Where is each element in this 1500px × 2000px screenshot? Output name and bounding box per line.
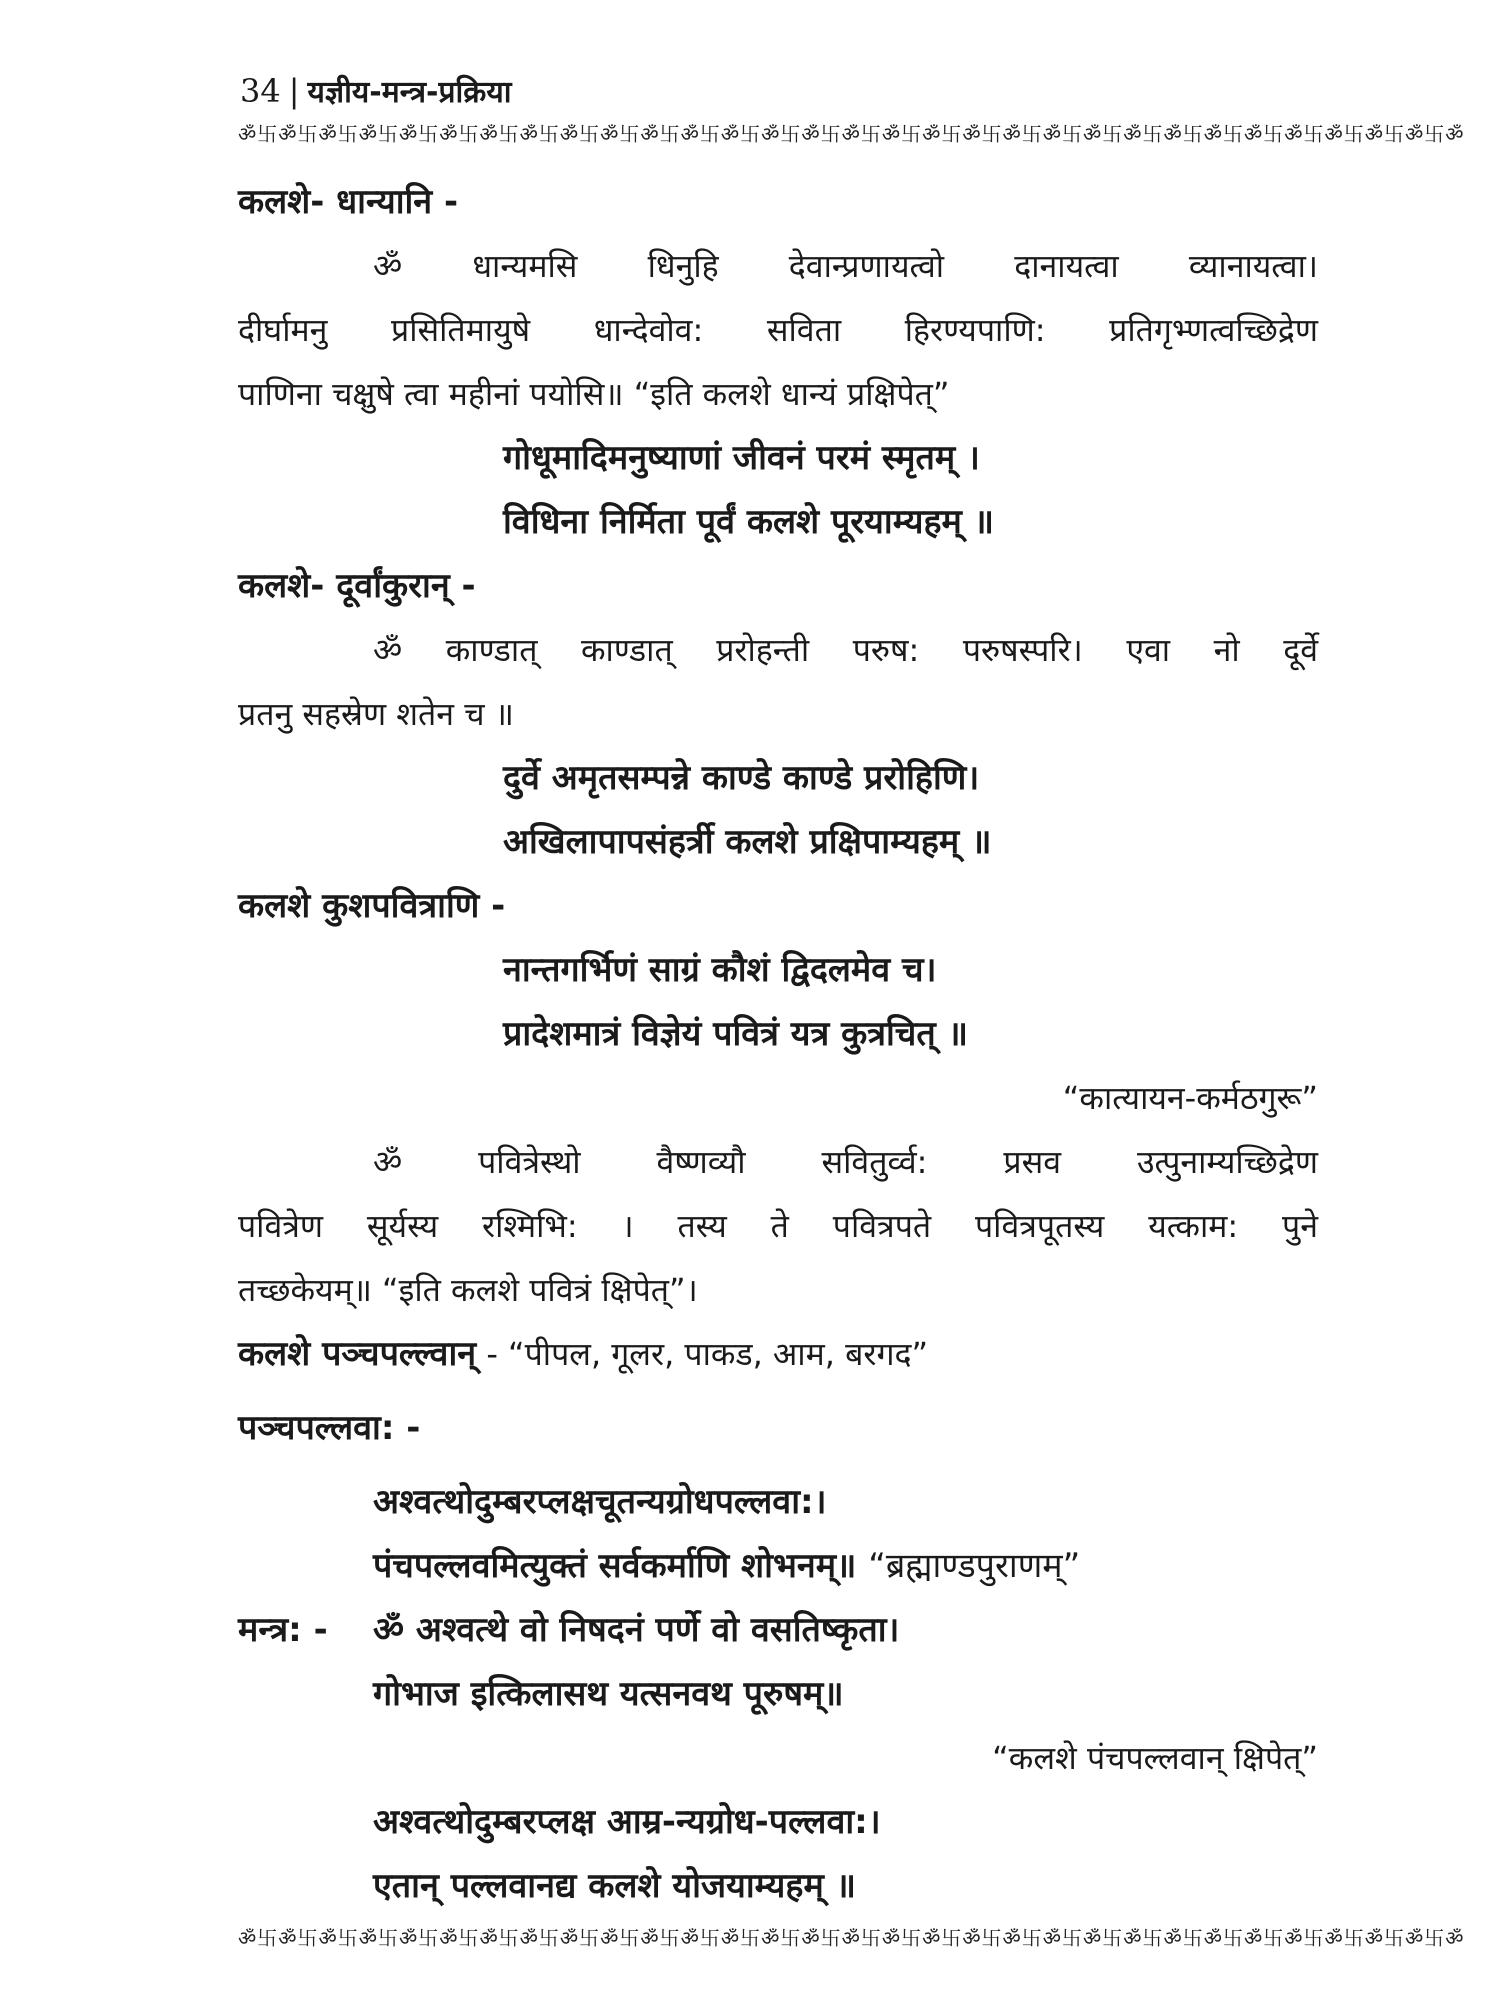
spacer xyxy=(238,1386,1318,1396)
section-heading-panchapallavan xyxy=(238,1322,1318,1386)
shloka-line: प्रादेशमात्रं विज्ञेयं पवित्रं यत्र कुत्रचित् ॥ xyxy=(503,1014,968,1054)
prose-line: पवित्रेण सूर्यस्य रश्मिभि: । तस्य ते पवित्रपते पवित्रपूतस्य यत्काम: पुने xyxy=(238,1207,1318,1245)
prose-line: दीर्घामनु प्रसितिमायुषे धान्देवोव: सविता हिरण्यपाणि: प्रतिगृभ्णत्वच्छिद्रेण xyxy=(238,311,1318,349)
shloka-line xyxy=(238,1534,1318,1598)
shloka-line: गोधूमादिमनुष्याणां जीवनं परमं स्मृतम् । xyxy=(503,438,980,478)
prose-line: तच्छकेयम्॥ “इति कलशे पवित्रं क्षिपेत्”। xyxy=(238,1271,698,1309)
heading-note: - “पीपल, गूलर, पाकड, आम, बरगद” xyxy=(476,1335,929,1373)
section-heading-kushapavitrani: कलशे कुशपवित्राणि - xyxy=(238,886,506,926)
running-head xyxy=(240,70,512,111)
prose-line: ॐ पवित्रेस्थो वैष्णव्यौ सवितुर्व्व: प्रसव उत्पुनाम्यच्छिद्रेण xyxy=(373,1143,1318,1181)
shloka-line: अखिलापापसंहर्त्री कलशे प्रक्षिपाम्यहम् ॥ xyxy=(503,822,992,862)
section-heading-dhanyani: कलशे- धान्यानि - xyxy=(238,182,459,222)
shloka-line: अश्वत्थोदुम्बरप्लक्ष आम्र-न्यग्रोध-पल्लवा:। xyxy=(373,1802,881,1842)
spacer xyxy=(238,1460,1318,1470)
heading-label: कलशे पञ्चपल्ल्वान् xyxy=(238,1334,477,1374)
citation: “कलशे पंचपल्लवान् क्षिपेत्” xyxy=(992,1739,1318,1777)
prose-line: ॐ काण्डात् काण्डात् प्ररोहन्ती परुष: परुषस्परि। एवा नो दूर्वे xyxy=(373,631,1318,669)
citation: “ब्रह्माण्डपुराणम्” xyxy=(868,1546,1081,1586)
mantra-line: गोभाज इत्किलासथ यत्सनवथ पूरुषम्॥ xyxy=(373,1674,844,1714)
prose-line: पाणिना चक्षुषे त्वा महीनां पयोसि॥ “इति कलशे धान्यं प्रक्षिपेत्” xyxy=(238,375,950,413)
section-heading-panchapallava: पञ्चपल्लवा: - xyxy=(238,1408,421,1448)
section-heading-durvankuran: कलशे- दूर्वांकुरान् - xyxy=(238,566,476,606)
bottom-ornament-border: ॐ卐ॐ卐ॐ卐ॐ卐ॐ卐ॐ卐ॐ卐ॐ卐ॐ卐ॐ卐ॐ卐ॐ卐ॐ卐ॐ卐ॐ卐ॐ卐ॐ卐ॐ卐ॐ卐ॐ卐ॐ卐ॐ卐ॐ卐ॐ卐ॐ卐ॐ卐ॐ卐ॐ卐ॐ卐ॐ卐ॐ xyxy=(238,1926,1465,1950)
top-ornament-border: ॐ卐ॐ卐ॐ卐ॐ卐ॐ卐ॐ卐ॐ卐ॐ卐ॐ卐ॐ卐ॐ卐ॐ卐ॐ卐ॐ卐ॐ卐ॐ卐ॐ卐ॐ卐ॐ卐ॐ卐ॐ卐ॐ卐ॐ卐ॐ卐ॐ卐ॐ卐ॐ卐ॐ卐ॐ卐ॐ卐ॐ xyxy=(238,122,1465,146)
mantra-line xyxy=(238,1598,1318,1662)
mantra-text: ॐ अश्वत्थे वो निषदनं पर्णे वो वसतिष्कृता। xyxy=(373,1610,900,1650)
shloka-line: एतान् पल्लवानद्य कलशे योजयाम्यहम् ॥ xyxy=(373,1866,856,1906)
shloka-line: विधिना निर्मिता पूर्वं कलशे पूरयाम्यहम् ॥ xyxy=(503,502,995,542)
book-title: यज्ञीय-मन्त्र-प्रक्रिया xyxy=(307,75,512,110)
prose-line: ॐ धान्यमसि धिनुहि देवान्प्रणायत्वो दानायत्वा व्यानायत्वा। xyxy=(373,247,1318,285)
header-separator: | xyxy=(288,72,300,110)
shloka-line: नान्तगर्भिणं साग्रं कौशं द्विदलमेव च। xyxy=(503,950,937,990)
page-body xyxy=(238,170,1318,1918)
shloka-line: अश्वत्थोदुम्बरप्लक्षचूतन्यग्रोधपल्लवा:। xyxy=(373,1482,827,1522)
shloka-line: दुर्वे अमृतसम्पन्ने काण्डे काण्डे प्ररोहिणि। xyxy=(503,758,980,798)
mantra-label: मन्त्र: - xyxy=(238,1610,328,1650)
page-number: 34 xyxy=(240,72,281,110)
prose-line: प्रतनु सहस्रेण शतेन च ॥ xyxy=(238,695,514,733)
citation: “कात्यायन-कर्मठगुरू” xyxy=(1062,1079,1318,1117)
shloka-text: पंचपल्लवमित्युक्तं सर्वकर्माणि शोभनम्॥ xyxy=(373,1546,857,1586)
